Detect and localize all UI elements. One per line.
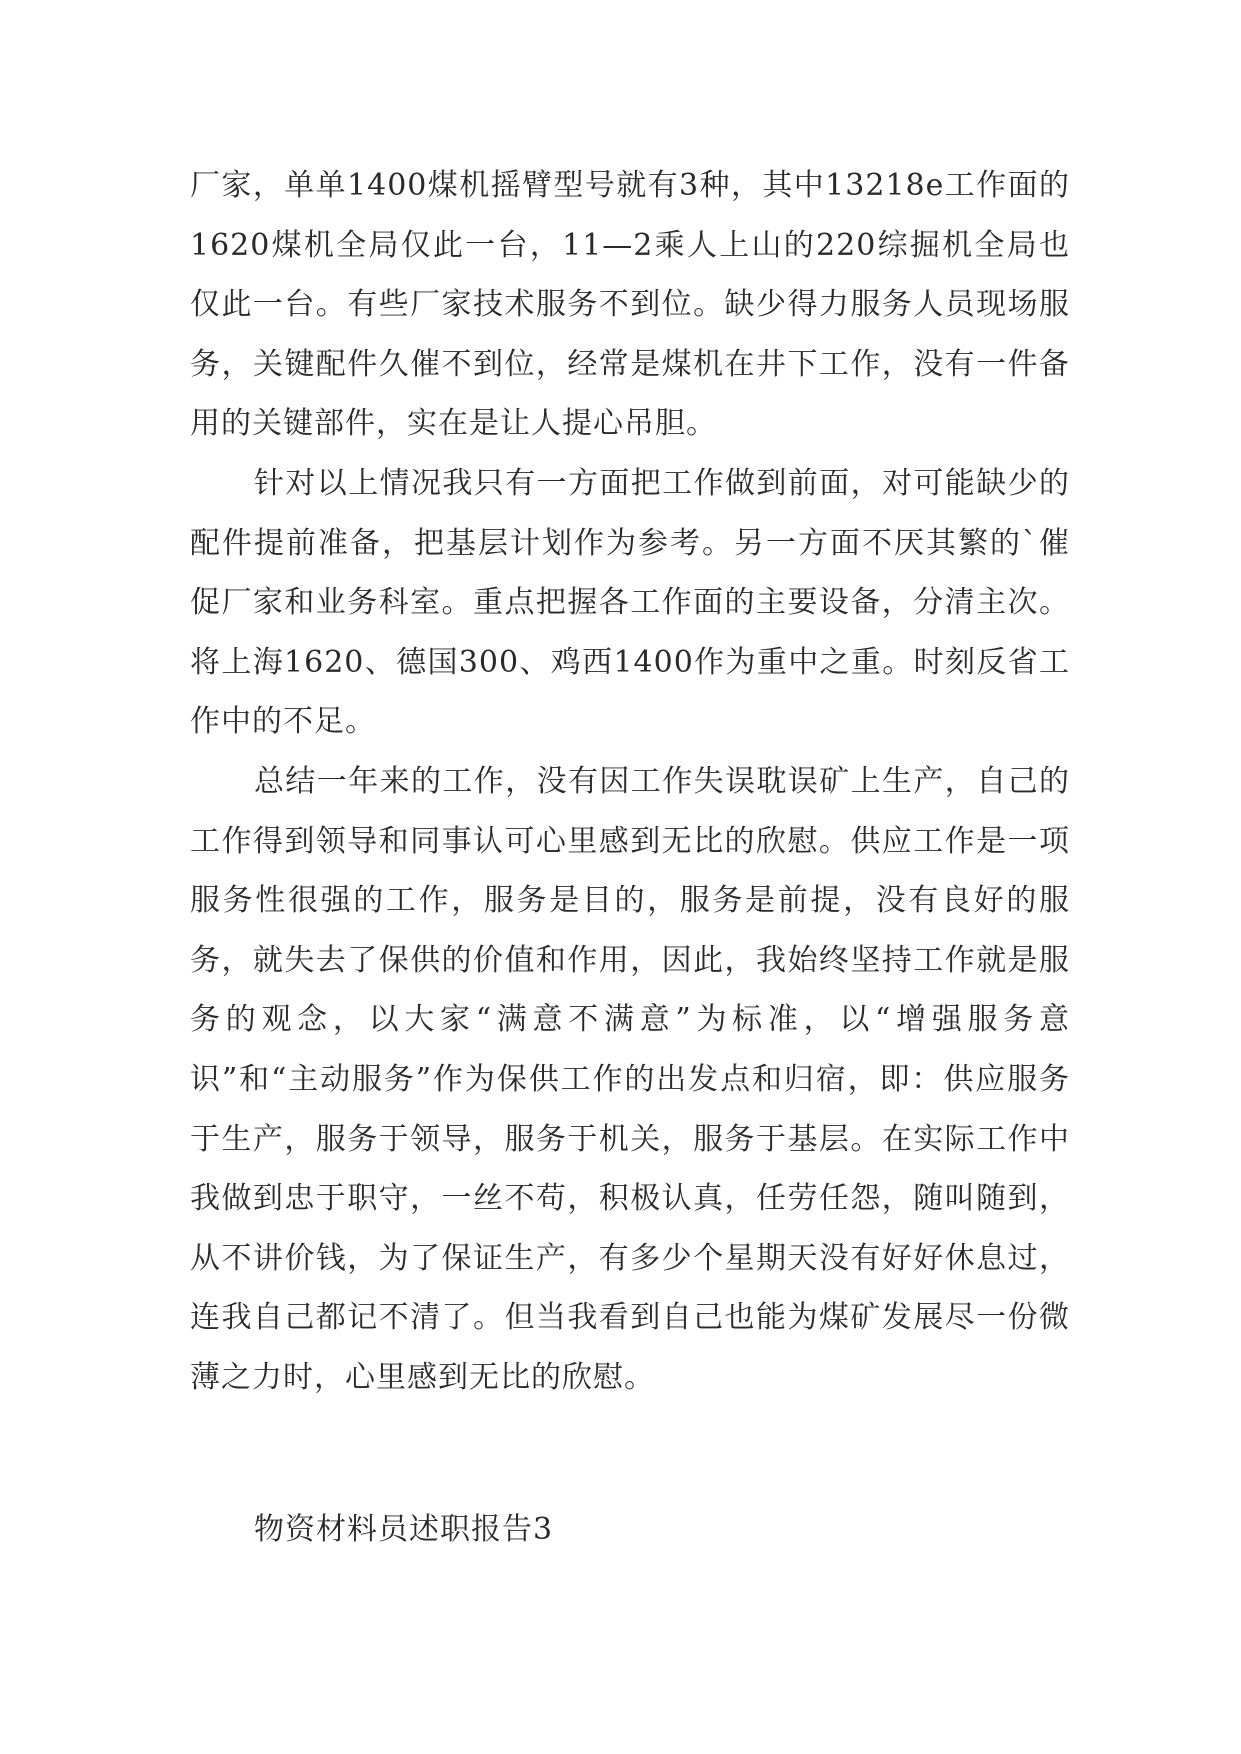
document-body — [190, 156, 1070, 1407]
paragraph: 总结一年来的工作，没有因工作失误耽误矿上生产，自己的工作得到领导和同事认可心里感到无比的欣慰。供应工作是一项服务性很强的工作，服务是目的，服务是前提，没有良好的服务，就失去了保供的价值和作用，因此，我始终坚持工作就是服务的观念，以大家“满意不满意”为标准，以“增强服务意识”和“主动服务”作为保供工作的出发点和归宿，即：供应服务于生产，服务于领导，服务于机关，服务于基层。在实际工作中我做到忠于职守，一丝不苟，积极认真，任劳任怨，随叫随到，从不讲价钱，为了保证生产，有多少个星期天没有好好休息过，连我自己都记不清了。但当我看到自己也能为煤矿发展尽一份微薄之力时，心里感到无比的欣慰。 — [190, 763, 1070, 1395]
paragraph-continued: 厂家，单单1400煤机摇臂型号就有3种，其中13218e工作面的1620煤机全局仅此一台，11—2乘人上山的220综掘机全局也仅此一台。有些厂家技术服务不到位。缺少得力服务人员现场服务，关键配件久催不到位，经常是煤机在井下工作，没有一件备用的关键部件，实在是让人提心吊胆。 — [190, 168, 1070, 442]
section-heading: 物资材料员述职报告3 — [254, 1512, 554, 1547]
paragraph: 针对以上情况我只有一方面把工作做到前面，对可能缺少的配件提前准备，把基层计划作为参考。另一方面不厌其繁的`催促厂家和业务科室。重点把握各工作面的主要设备，分清主次。将上海1620、德国300、鸡西1400作为重中之重。时刻反省工作中的不足。 — [190, 465, 1070, 740]
